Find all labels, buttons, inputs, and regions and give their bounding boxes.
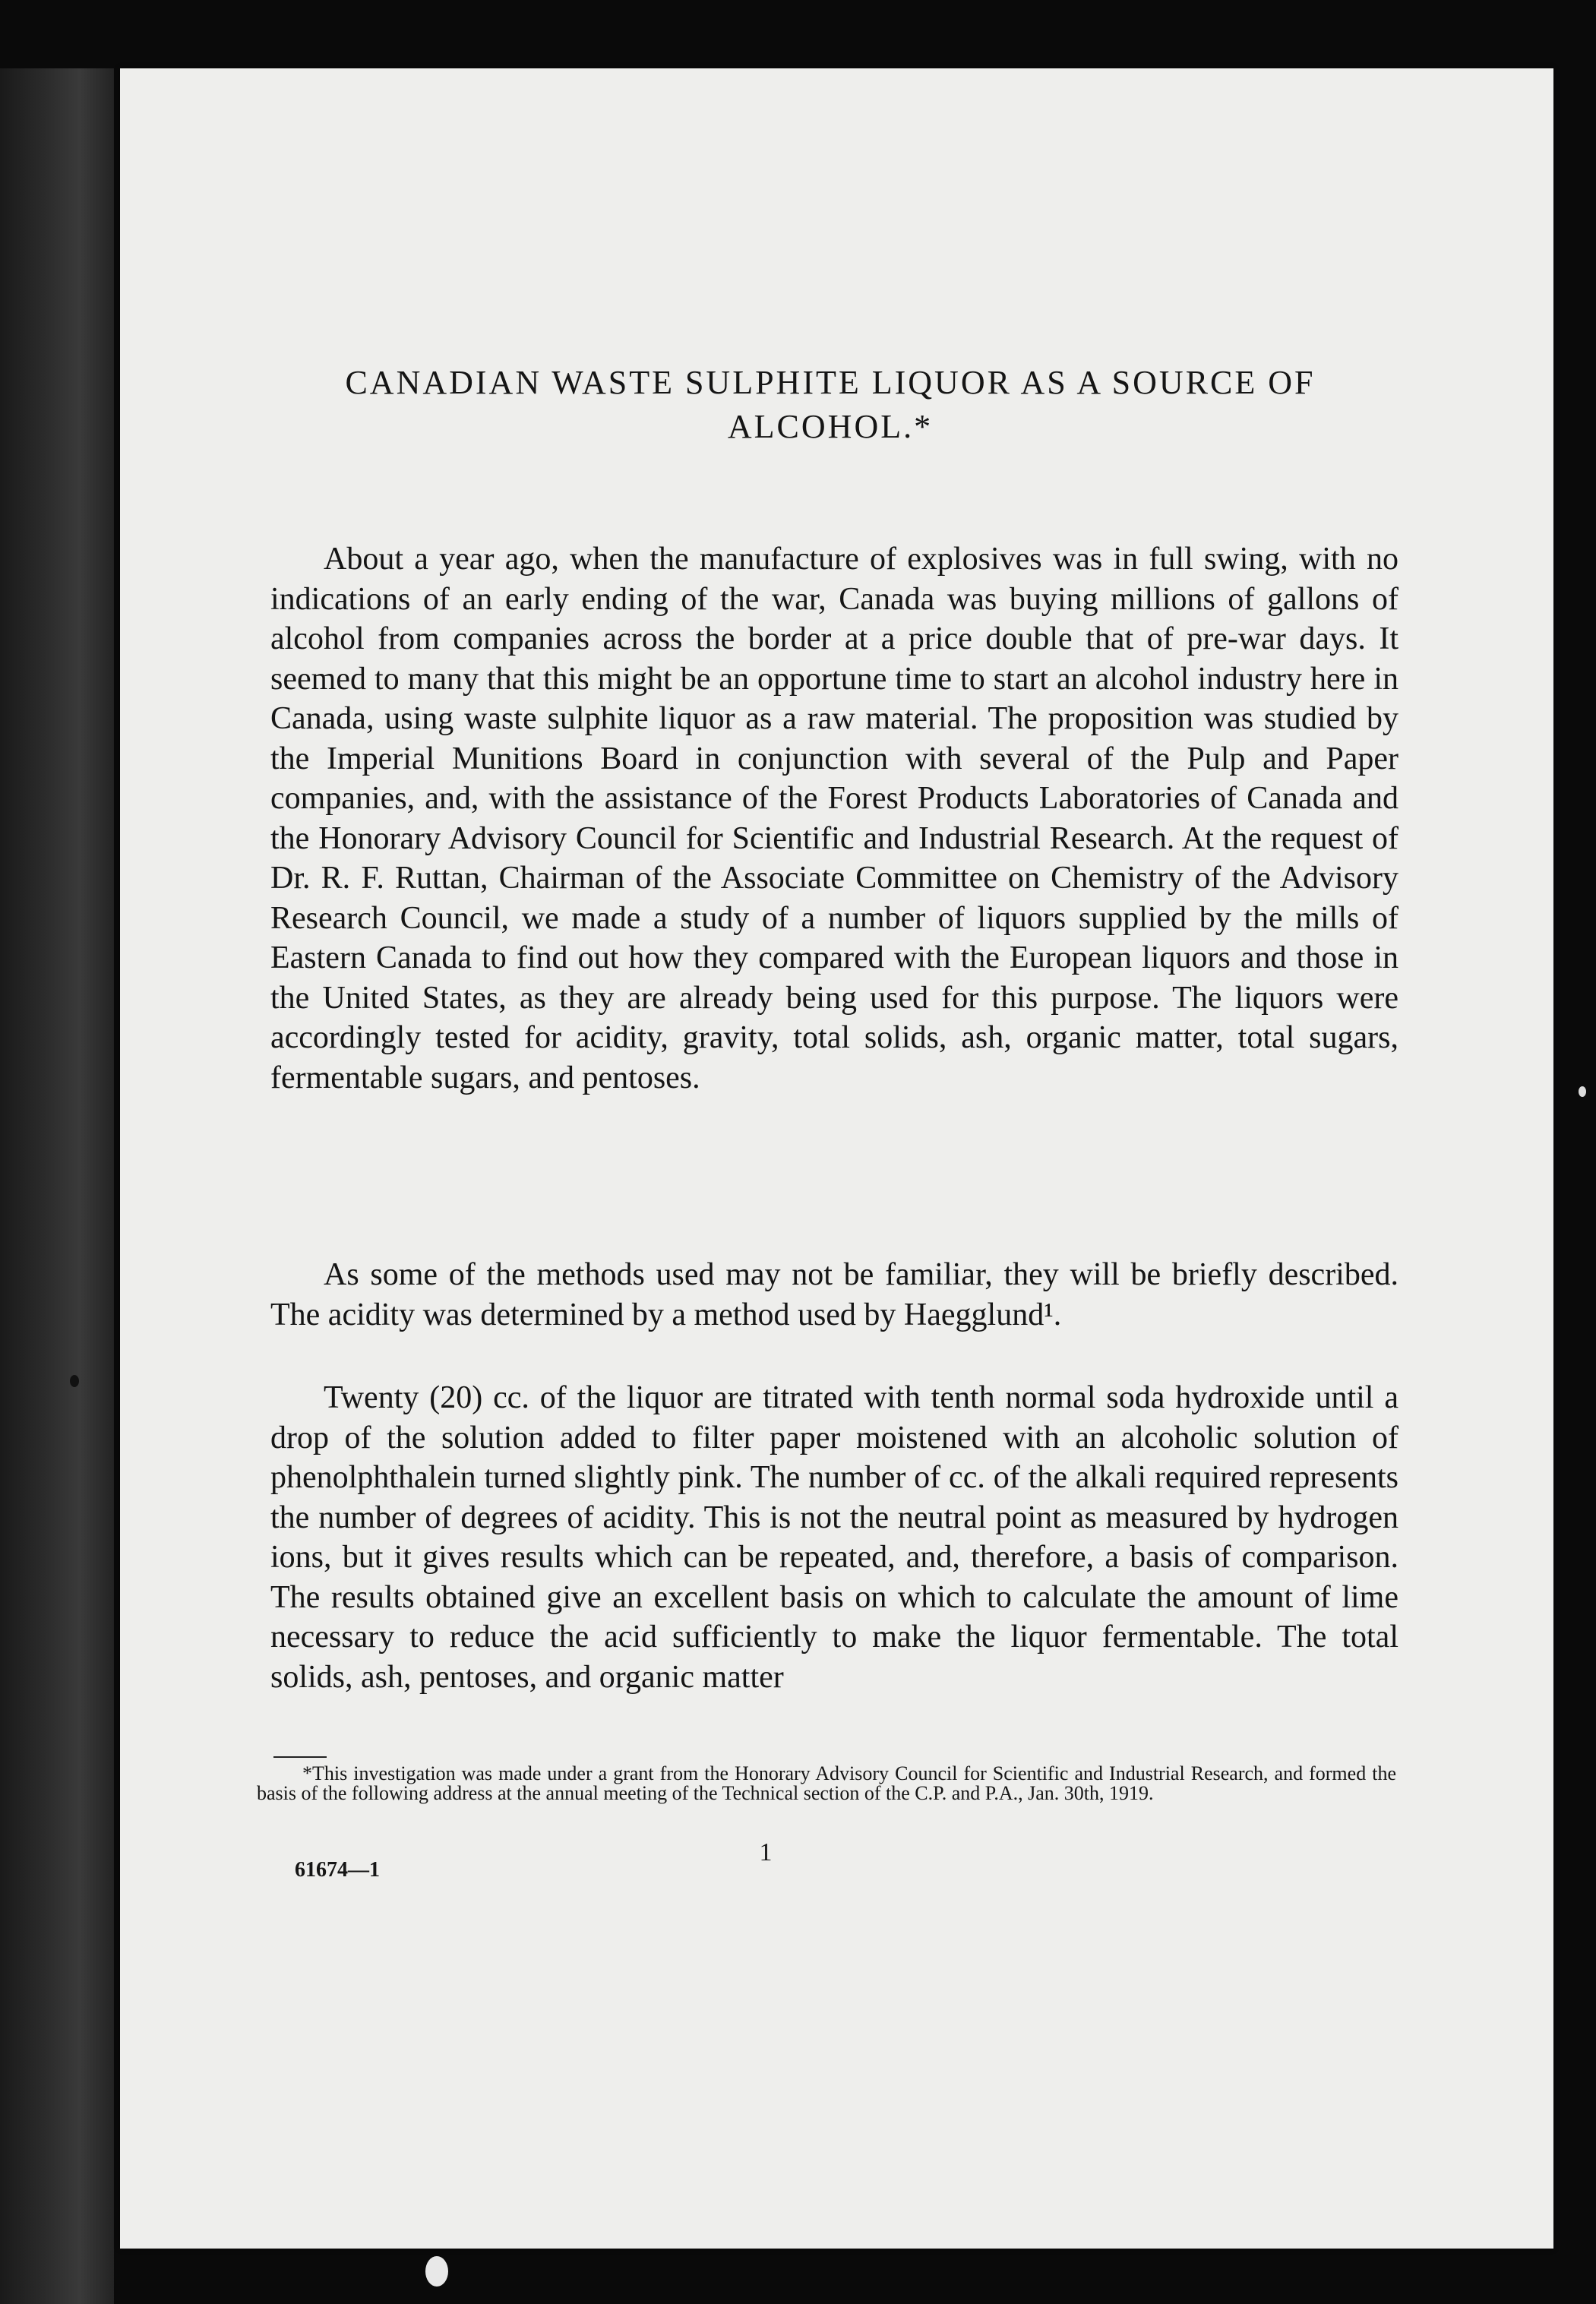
scan-speck (1579, 1086, 1586, 1097)
footnote: *This investigation was made under a grant from the Honorary Advisory Council for Scientific and Industrial Research, and formed the basis of the following address at the annual meeting of the Technical section of the C.P. and P.A., Jan. 30th, 1919. (257, 1762, 1396, 1804)
signature-mark: 61674—1 (295, 1858, 380, 1882)
book-binding-edge (0, 68, 114, 2304)
scan-speck (70, 1375, 79, 1387)
body-paragraph: About a year ago, when the manufacture of explosives was in full swing, with no indications of an early ending of the war, Canada was buying millions of gallons of alcohol from companies across the border at a price double that of pre-war days. It seemed to many that this might be an opportune time to start an alcohol industry here in Canada, using waste sulphite liquor as a raw material. The proposition was studied by the Imperial Munitions Board in conjunction with several of the Pulp and Paper companies, and, with the assistance of the Forest Products Laboratories of Canada and the Honorary Advisory Council for Scientific and Industrial Research. At the request of Dr. R. F. Ruttan, Chairman of the Associate Committee on Chemistry of the Advisory Research Council, we made a study of a number of liquors supplied by the mills of Eastern Canada to find out how they compared with the European liquors and those in the United States, as they are already being used for this purpose. The liquors were accordingly tested for acidity, gravity, total solids, ash, organic matter, total sugars, fermentable sugars, and pentoses. (270, 542, 1398, 1095)
page-number: 1 (759, 1838, 773, 1866)
body-paragraph: As some of the methods used may not be familiar, they will be briefly described. The acidity was determined by a method used by Haegglund¹. (270, 1257, 1398, 1332)
scan-speck (425, 2256, 448, 2287)
document-page (120, 68, 1553, 2249)
footnote-divider (273, 1756, 327, 1758)
page-title: CANADIAN WASTE SULPHITE LIQUOR AS A SOURCE OF ALCOHOL.* (345, 364, 1316, 445)
body-paragraph: Twenty (20) cc. of the liquor are titrated with tenth normal soda hydroxide until a drop of the solution added to filter paper moistened with an alcoholic solution of phenolphthalein turned slightly pink. The number of cc. of the alkali required represents the number of degrees of acidity. This is not the neutral point as measured by hydrogen ions, but it gives results which can be repeated, and, therefore, a basis of comparison. The results obtained give an excellent basis on which to calculate the amount of lime necessary to reduce the acid sufficiently to make the liquor fermentable. The total solids, ash, pentoses, and organic matter (270, 1380, 1398, 1695)
